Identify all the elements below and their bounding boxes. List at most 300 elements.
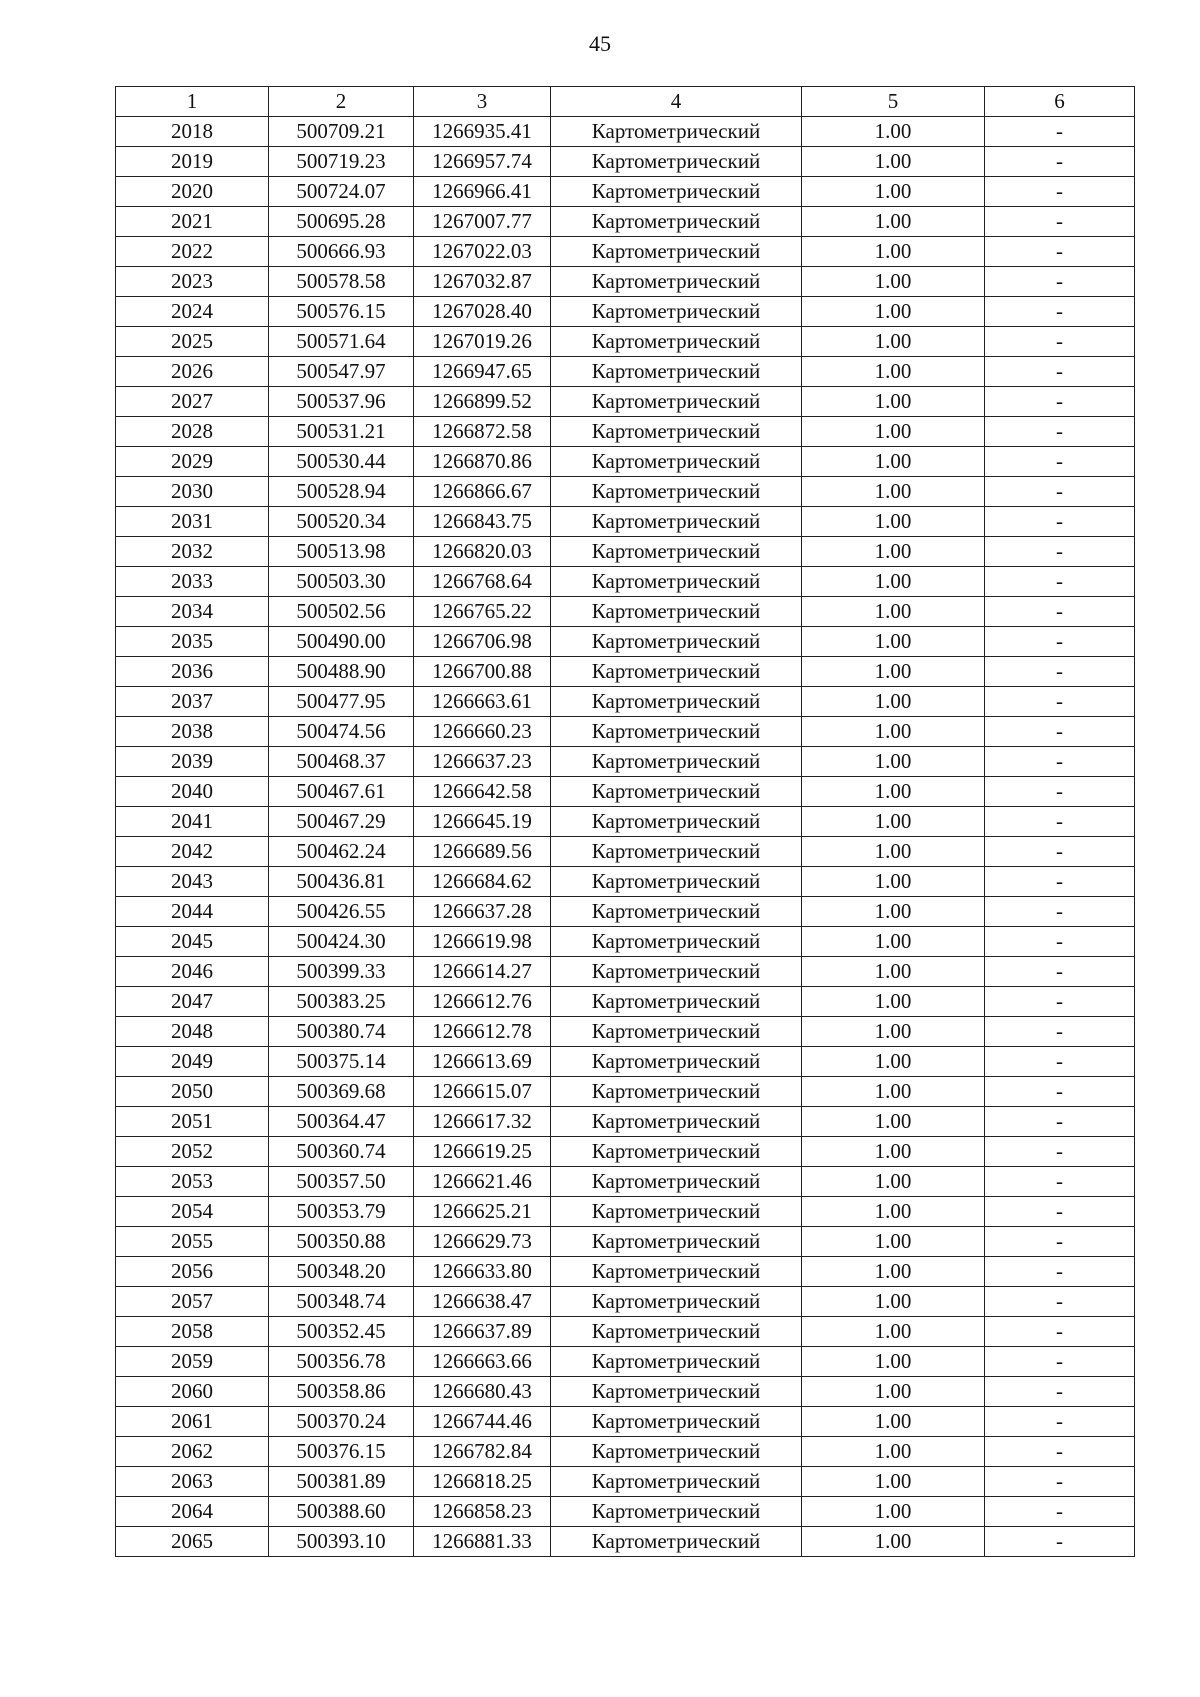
accuracy-cell: 1.00 — [802, 777, 985, 807]
note-cell: - — [985, 837, 1135, 867]
method-cell: Картометрический — [551, 1497, 802, 1527]
table-row — [116, 1437, 1135, 1467]
method-cell: Картометрический — [551, 207, 802, 237]
note-cell: - — [985, 267, 1135, 297]
method-cell: Картометрический — [551, 1167, 802, 1197]
method-cell: Картометрический — [551, 297, 802, 327]
note-cell: - — [985, 687, 1135, 717]
accuracy-cell: 1.00 — [802, 627, 985, 657]
x-coordinate-cell: 500467.29 — [269, 807, 414, 837]
note-cell: - — [985, 597, 1135, 627]
table-row — [116, 957, 1135, 987]
point-number-cell: 2034 — [116, 597, 269, 627]
note-cell: - — [985, 1137, 1135, 1167]
method-cell: Картометрический — [551, 837, 802, 867]
y-coordinate-cell: 1266660.23 — [414, 717, 551, 747]
accuracy-cell: 1.00 — [802, 747, 985, 777]
method-cell: Картометрический — [551, 267, 802, 297]
point-number-cell: 2028 — [116, 417, 269, 447]
x-coordinate-cell: 500356.78 — [269, 1347, 414, 1377]
point-number-cell: 2029 — [116, 447, 269, 477]
table-row — [116, 297, 1135, 327]
table-row — [116, 627, 1135, 657]
method-cell: Картометрический — [551, 567, 802, 597]
x-coordinate-cell: 500530.44 — [269, 447, 414, 477]
note-cell: - — [985, 1407, 1135, 1437]
point-number-cell: 2036 — [116, 657, 269, 687]
accuracy-cell: 1.00 — [802, 1167, 985, 1197]
accuracy-cell: 1.00 — [802, 1197, 985, 1227]
x-coordinate-cell: 500426.55 — [269, 897, 414, 927]
x-coordinate-cell: 500695.28 — [269, 207, 414, 237]
accuracy-cell: 1.00 — [802, 987, 985, 1017]
table-row — [116, 897, 1135, 927]
point-number-cell: 2041 — [116, 807, 269, 837]
note-cell: - — [985, 897, 1135, 927]
y-coordinate-cell: 1266642.58 — [414, 777, 551, 807]
y-coordinate-cell: 1267007.77 — [414, 207, 551, 237]
y-coordinate-cell: 1266818.25 — [414, 1467, 551, 1497]
point-number-cell: 2037 — [116, 687, 269, 717]
table-header — [116, 87, 1135, 117]
accuracy-cell: 1.00 — [802, 1257, 985, 1287]
y-coordinate-cell: 1266613.69 — [414, 1047, 551, 1077]
method-cell: Картометрический — [551, 1287, 802, 1317]
point-number-cell: 2056 — [116, 1257, 269, 1287]
accuracy-cell: 1.00 — [802, 477, 985, 507]
y-coordinate-cell: 1266629.73 — [414, 1227, 551, 1257]
accuracy-cell: 1.00 — [802, 1077, 985, 1107]
point-number-cell: 2046 — [116, 957, 269, 987]
x-coordinate-cell: 500360.74 — [269, 1137, 414, 1167]
note-cell: - — [985, 1257, 1135, 1287]
x-coordinate-cell: 500477.95 — [269, 687, 414, 717]
note-cell: - — [985, 1287, 1135, 1317]
table-row — [116, 867, 1135, 897]
y-coordinate-cell: 1266689.56 — [414, 837, 551, 867]
method-cell: Картометрический — [551, 537, 802, 567]
table-row — [116, 387, 1135, 417]
x-coordinate-cell: 500513.98 — [269, 537, 414, 567]
x-coordinate-cell: 500380.74 — [269, 1017, 414, 1047]
accuracy-cell: 1.00 — [802, 1017, 985, 1047]
y-coordinate-cell: 1266957.74 — [414, 147, 551, 177]
table-row — [116, 237, 1135, 267]
y-coordinate-cell: 1266706.98 — [414, 627, 551, 657]
y-coordinate-cell: 1266638.47 — [414, 1287, 551, 1317]
point-number-cell: 2043 — [116, 867, 269, 897]
note-cell: - — [985, 747, 1135, 777]
x-coordinate-cell: 500474.56 — [269, 717, 414, 747]
table-row — [116, 687, 1135, 717]
x-coordinate-cell: 500462.24 — [269, 837, 414, 867]
coordinates-table — [115, 86, 1135, 1557]
method-cell: Картометрический — [551, 477, 802, 507]
accuracy-cell: 1.00 — [802, 1407, 985, 1437]
method-cell: Картометрический — [551, 147, 802, 177]
x-coordinate-cell: 500381.89 — [269, 1467, 414, 1497]
y-coordinate-cell: 1266765.22 — [414, 597, 551, 627]
y-coordinate-cell: 1266782.84 — [414, 1437, 551, 1467]
method-cell: Картометрический — [551, 1197, 802, 1227]
y-coordinate-cell: 1266637.28 — [414, 897, 551, 927]
method-cell: Картометрический — [551, 717, 802, 747]
y-coordinate-cell: 1267032.87 — [414, 267, 551, 297]
method-cell: Картометрический — [551, 357, 802, 387]
method-cell: Картометрический — [551, 1077, 802, 1107]
point-number-cell: 2062 — [116, 1437, 269, 1467]
accuracy-cell: 1.00 — [802, 567, 985, 597]
method-cell: Картометрический — [551, 1257, 802, 1287]
accuracy-cell: 1.00 — [802, 1377, 985, 1407]
note-cell: - — [985, 777, 1135, 807]
y-coordinate-cell: 1266663.66 — [414, 1347, 551, 1377]
method-cell: Картометрический — [551, 1317, 802, 1347]
y-coordinate-cell: 1266935.41 — [414, 117, 551, 147]
x-coordinate-cell: 500393.10 — [269, 1527, 414, 1557]
table-row — [116, 1317, 1135, 1347]
table-row — [116, 597, 1135, 627]
point-number-cell: 2061 — [116, 1407, 269, 1437]
x-coordinate-cell: 500350.88 — [269, 1227, 414, 1257]
accuracy-cell: 1.00 — [802, 357, 985, 387]
method-cell: Картометрический — [551, 1137, 802, 1167]
note-cell: - — [985, 1497, 1135, 1527]
point-number-cell: 2024 — [116, 297, 269, 327]
y-coordinate-cell: 1266619.25 — [414, 1137, 551, 1167]
note-cell: - — [985, 447, 1135, 477]
x-coordinate-cell: 500370.24 — [269, 1407, 414, 1437]
x-coordinate-cell: 500719.23 — [269, 147, 414, 177]
accuracy-cell: 1.00 — [802, 597, 985, 627]
accuracy-cell: 1.00 — [802, 207, 985, 237]
note-cell: - — [985, 1347, 1135, 1377]
accuracy-cell: 1.00 — [802, 1287, 985, 1317]
point-number-cell: 2057 — [116, 1287, 269, 1317]
y-coordinate-cell: 1266612.76 — [414, 987, 551, 1017]
method-cell: Картометрический — [551, 1377, 802, 1407]
x-coordinate-cell: 500666.93 — [269, 237, 414, 267]
point-number-cell: 2059 — [116, 1347, 269, 1377]
table-row — [116, 1407, 1135, 1437]
x-coordinate-cell: 500709.21 — [269, 117, 414, 147]
method-cell: Картометрический — [551, 1347, 802, 1377]
point-number-cell: 2033 — [116, 567, 269, 597]
method-cell: Картометрический — [551, 1407, 802, 1437]
table-row — [116, 537, 1135, 567]
table-row — [116, 147, 1135, 177]
point-number-cell: 2026 — [116, 357, 269, 387]
note-cell: - — [985, 237, 1135, 267]
x-coordinate-cell: 500376.15 — [269, 1437, 414, 1467]
note-cell: - — [985, 957, 1135, 987]
y-coordinate-cell: 1266872.58 — [414, 417, 551, 447]
note-cell: - — [985, 357, 1135, 387]
note-cell: - — [985, 207, 1135, 237]
y-coordinate-cell: 1266637.89 — [414, 1317, 551, 1347]
y-coordinate-cell: 1266700.88 — [414, 657, 551, 687]
note-cell: - — [985, 657, 1135, 687]
table-row — [116, 987, 1135, 1017]
note-cell: - — [985, 1437, 1135, 1467]
x-coordinate-cell: 500502.56 — [269, 597, 414, 627]
note-cell: - — [985, 177, 1135, 207]
table-row — [116, 807, 1135, 837]
header-cell-2: 2 — [269, 87, 414, 117]
y-coordinate-cell: 1266866.67 — [414, 477, 551, 507]
point-number-cell: 2035 — [116, 627, 269, 657]
x-coordinate-cell: 500503.30 — [269, 567, 414, 597]
table-row — [116, 117, 1135, 147]
method-cell: Картометрический — [551, 867, 802, 897]
table-row — [116, 327, 1135, 357]
note-cell: - — [985, 387, 1135, 417]
y-coordinate-cell: 1266684.62 — [414, 867, 551, 897]
method-cell: Картометрический — [551, 687, 802, 717]
point-number-cell: 2055 — [116, 1227, 269, 1257]
y-coordinate-cell: 1266966.41 — [414, 177, 551, 207]
table-row — [116, 357, 1135, 387]
note-cell: - — [985, 1527, 1135, 1557]
accuracy-cell: 1.00 — [802, 267, 985, 297]
point-number-cell: 2058 — [116, 1317, 269, 1347]
method-cell: Картометрический — [551, 387, 802, 417]
y-coordinate-cell: 1266947.65 — [414, 357, 551, 387]
point-number-cell: 2060 — [116, 1377, 269, 1407]
accuracy-cell: 1.00 — [802, 177, 985, 207]
point-number-cell: 2025 — [116, 327, 269, 357]
table-row — [116, 477, 1135, 507]
y-coordinate-cell: 1266899.52 — [414, 387, 551, 417]
accuracy-cell: 1.00 — [802, 687, 985, 717]
note-cell: - — [985, 987, 1135, 1017]
header-cell-4: 4 — [551, 87, 802, 117]
point-number-cell: 2038 — [116, 717, 269, 747]
point-number-cell: 2022 — [116, 237, 269, 267]
x-coordinate-cell: 500353.79 — [269, 1197, 414, 1227]
y-coordinate-cell: 1266612.78 — [414, 1017, 551, 1047]
table-row — [116, 1227, 1135, 1257]
point-number-cell: 2051 — [116, 1107, 269, 1137]
method-cell: Картометрический — [551, 447, 802, 477]
table-row — [116, 717, 1135, 747]
header-row — [116, 87, 1135, 117]
x-coordinate-cell: 500364.47 — [269, 1107, 414, 1137]
table-row — [116, 267, 1135, 297]
point-number-cell: 2064 — [116, 1497, 269, 1527]
point-number-cell: 2054 — [116, 1197, 269, 1227]
note-cell: - — [985, 477, 1135, 507]
y-coordinate-cell: 1267022.03 — [414, 237, 551, 267]
method-cell: Картометрический — [551, 327, 802, 357]
table-row — [116, 1167, 1135, 1197]
x-coordinate-cell: 500436.81 — [269, 867, 414, 897]
point-number-cell: 2032 — [116, 537, 269, 567]
x-coordinate-cell: 500388.60 — [269, 1497, 414, 1527]
accuracy-cell: 1.00 — [802, 447, 985, 477]
note-cell: - — [985, 1197, 1135, 1227]
table-row — [116, 447, 1135, 477]
x-coordinate-cell: 500488.90 — [269, 657, 414, 687]
method-cell: Картометрический — [551, 1437, 802, 1467]
method-cell: Картометрический — [551, 657, 802, 687]
table-row — [116, 1257, 1135, 1287]
note-cell: - — [985, 1017, 1135, 1047]
method-cell: Картометрический — [551, 417, 802, 447]
accuracy-cell: 1.00 — [802, 117, 985, 147]
accuracy-cell: 1.00 — [802, 1437, 985, 1467]
note-cell: - — [985, 1167, 1135, 1197]
method-cell: Картометрический — [551, 1527, 802, 1557]
table-row — [116, 417, 1135, 447]
y-coordinate-cell: 1266870.86 — [414, 447, 551, 477]
accuracy-cell: 1.00 — [802, 1347, 985, 1377]
point-number-cell: 2047 — [116, 987, 269, 1017]
accuracy-cell: 1.00 — [802, 1137, 985, 1167]
accuracy-cell: 1.00 — [802, 1497, 985, 1527]
note-cell: - — [985, 1467, 1135, 1497]
point-number-cell: 2053 — [116, 1167, 269, 1197]
accuracy-cell: 1.00 — [802, 1317, 985, 1347]
y-coordinate-cell: 1266744.46 — [414, 1407, 551, 1437]
method-cell: Картометрический — [551, 117, 802, 147]
accuracy-cell: 1.00 — [802, 237, 985, 267]
note-cell: - — [985, 117, 1135, 147]
method-cell: Картометрический — [551, 177, 802, 207]
table-row — [116, 1287, 1135, 1317]
y-coordinate-cell: 1266881.33 — [414, 1527, 551, 1557]
table-row — [116, 927, 1135, 957]
note-cell: - — [985, 417, 1135, 447]
y-coordinate-cell: 1266619.98 — [414, 927, 551, 957]
header-cell-6: 6 — [985, 87, 1135, 117]
x-coordinate-cell: 500528.94 — [269, 477, 414, 507]
point-number-cell: 2049 — [116, 1047, 269, 1077]
x-coordinate-cell: 500424.30 — [269, 927, 414, 957]
note-cell: - — [985, 1047, 1135, 1077]
note-cell: - — [985, 1077, 1135, 1107]
point-number-cell: 2020 — [116, 177, 269, 207]
table-row — [116, 177, 1135, 207]
x-coordinate-cell: 500375.14 — [269, 1047, 414, 1077]
table-body — [116, 117, 1135, 1557]
point-number-cell: 2019 — [116, 147, 269, 177]
y-coordinate-cell: 1266645.19 — [414, 807, 551, 837]
accuracy-cell: 1.00 — [802, 1467, 985, 1497]
accuracy-cell: 1.00 — [802, 867, 985, 897]
y-coordinate-cell: 1266614.27 — [414, 957, 551, 987]
table-row — [116, 1077, 1135, 1107]
point-number-cell: 2063 — [116, 1467, 269, 1497]
table-row — [116, 207, 1135, 237]
point-number-cell: 2023 — [116, 267, 269, 297]
x-coordinate-cell: 500467.61 — [269, 777, 414, 807]
note-cell: - — [985, 717, 1135, 747]
table-row — [116, 1137, 1135, 1167]
method-cell: Картометрический — [551, 897, 802, 927]
accuracy-cell: 1.00 — [802, 387, 985, 417]
x-coordinate-cell: 500537.96 — [269, 387, 414, 417]
accuracy-cell: 1.00 — [802, 1527, 985, 1557]
x-coordinate-cell: 500578.58 — [269, 267, 414, 297]
x-coordinate-cell: 500399.33 — [269, 957, 414, 987]
y-coordinate-cell: 1266843.75 — [414, 507, 551, 537]
x-coordinate-cell: 500348.20 — [269, 1257, 414, 1287]
method-cell: Картометрический — [551, 1467, 802, 1497]
x-coordinate-cell: 500724.07 — [269, 177, 414, 207]
x-coordinate-cell: 500547.97 — [269, 357, 414, 387]
note-cell: - — [985, 297, 1135, 327]
point-number-cell: 2045 — [116, 927, 269, 957]
y-coordinate-cell: 1267019.26 — [414, 327, 551, 357]
x-coordinate-cell: 500576.15 — [269, 297, 414, 327]
note-cell: - — [985, 1377, 1135, 1407]
table-row — [116, 1197, 1135, 1227]
table-row — [116, 567, 1135, 597]
accuracy-cell: 1.00 — [802, 507, 985, 537]
method-cell: Картометрический — [551, 237, 802, 267]
point-number-cell: 2065 — [116, 1527, 269, 1557]
method-cell: Картометрический — [551, 957, 802, 987]
method-cell: Картометрический — [551, 777, 802, 807]
y-coordinate-cell: 1266768.64 — [414, 567, 551, 597]
point-number-cell: 2050 — [116, 1077, 269, 1107]
method-cell: Картометрический — [551, 1107, 802, 1137]
y-coordinate-cell: 1266663.61 — [414, 687, 551, 717]
method-cell: Картометрический — [551, 1227, 802, 1257]
point-number-cell: 2039 — [116, 747, 269, 777]
accuracy-cell: 1.00 — [802, 957, 985, 987]
table-row — [116, 1347, 1135, 1377]
note-cell: - — [985, 507, 1135, 537]
accuracy-cell: 1.00 — [802, 927, 985, 957]
x-coordinate-cell: 500383.25 — [269, 987, 414, 1017]
note-cell: - — [985, 927, 1135, 957]
accuracy-cell: 1.00 — [802, 837, 985, 867]
y-coordinate-cell: 1266621.46 — [414, 1167, 551, 1197]
point-number-cell: 2042 — [116, 837, 269, 867]
accuracy-cell: 1.00 — [802, 297, 985, 327]
accuracy-cell: 1.00 — [802, 1107, 985, 1137]
table-row — [116, 747, 1135, 777]
accuracy-cell: 1.00 — [802, 537, 985, 567]
x-coordinate-cell: 500369.68 — [269, 1077, 414, 1107]
point-number-cell: 2052 — [116, 1137, 269, 1167]
accuracy-cell: 1.00 — [802, 1047, 985, 1077]
y-coordinate-cell: 1266633.80 — [414, 1257, 551, 1287]
method-cell: Картометрический — [551, 597, 802, 627]
accuracy-cell: 1.00 — [802, 1227, 985, 1257]
x-coordinate-cell: 500531.21 — [269, 417, 414, 447]
x-coordinate-cell: 500468.37 — [269, 747, 414, 777]
y-coordinate-cell: 1266820.03 — [414, 537, 551, 567]
method-cell: Картометрический — [551, 987, 802, 1017]
accuracy-cell: 1.00 — [802, 417, 985, 447]
page-number: 45 — [589, 31, 611, 56]
point-number-cell: 2030 — [116, 477, 269, 507]
note-cell: - — [985, 147, 1135, 177]
y-coordinate-cell: 1266858.23 — [414, 1497, 551, 1527]
point-number-cell: 2027 — [116, 387, 269, 417]
table-row — [116, 777, 1135, 807]
y-coordinate-cell: 1267028.40 — [414, 297, 551, 327]
note-cell: - — [985, 567, 1135, 597]
point-number-cell: 2018 — [116, 117, 269, 147]
y-coordinate-cell: 1266680.43 — [414, 1377, 551, 1407]
header-cell-5: 5 — [802, 87, 985, 117]
method-cell: Картометрический — [551, 807, 802, 837]
table-row — [116, 1497, 1135, 1527]
